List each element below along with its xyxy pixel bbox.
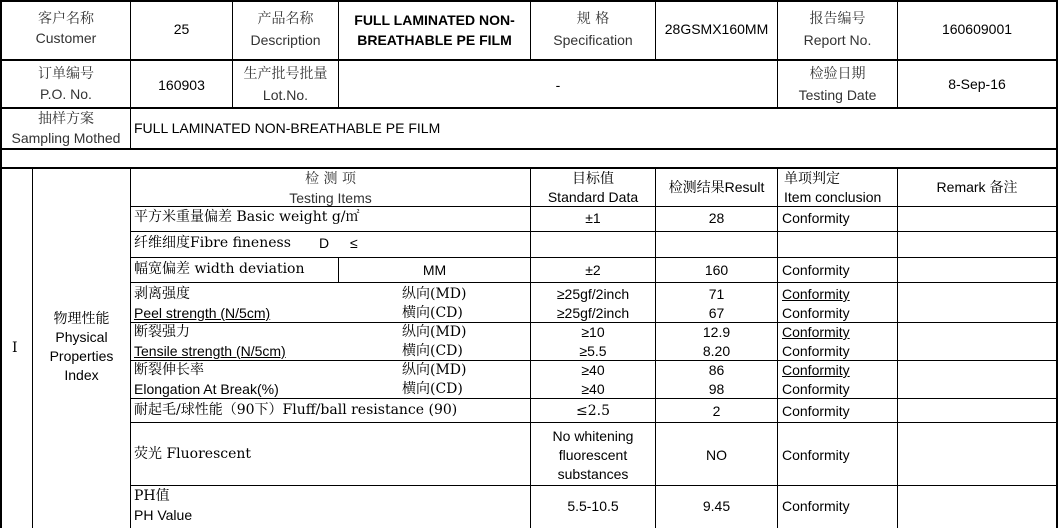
lot-label-zh: 生产批号批量 xyxy=(243,66,328,82)
sampling-label-en: Sampling Mothed xyxy=(11,130,121,146)
col-remark: Remark 备注 xyxy=(936,179,1018,195)
lot-value: - xyxy=(555,77,561,93)
lot-label-en: Lot.No. xyxy=(262,87,309,103)
spec-label-en: Specification xyxy=(553,32,633,48)
customer-value: 25 xyxy=(173,21,190,37)
description-label-zh: 产品名称 xyxy=(257,11,314,27)
customer-label-en: Customer xyxy=(35,30,97,46)
customer-label-zh: 客户名称 xyxy=(38,11,94,27)
report-value: 160609001 xyxy=(941,21,1013,37)
spec-value: 28GSMX160MM xyxy=(664,21,769,37)
section-roman: I xyxy=(12,340,18,356)
description-label-en: Description xyxy=(250,32,321,48)
po-label-zh: 订单编号 xyxy=(38,66,94,82)
po-label-en: P.O. No. xyxy=(40,86,92,102)
sampling-value: FULL LAMINATED NON-BREATHABLE PE FILM xyxy=(134,120,441,136)
testing-date-value: 8-Sep-16 xyxy=(948,76,1006,92)
testing-date-label-zh: 检验日期 xyxy=(809,66,866,82)
sampling-label-zh: 抽样方案 xyxy=(38,111,94,127)
report-label-zh: 报告编号 xyxy=(809,11,866,27)
po-value: 160903 xyxy=(158,77,205,93)
spec-label-zh: 规 格 xyxy=(576,11,610,27)
report-label-en: Report No. xyxy=(803,32,872,48)
testing-date-label-en: Testing Date xyxy=(798,87,877,103)
col-result: 检测结果Result xyxy=(668,179,765,195)
